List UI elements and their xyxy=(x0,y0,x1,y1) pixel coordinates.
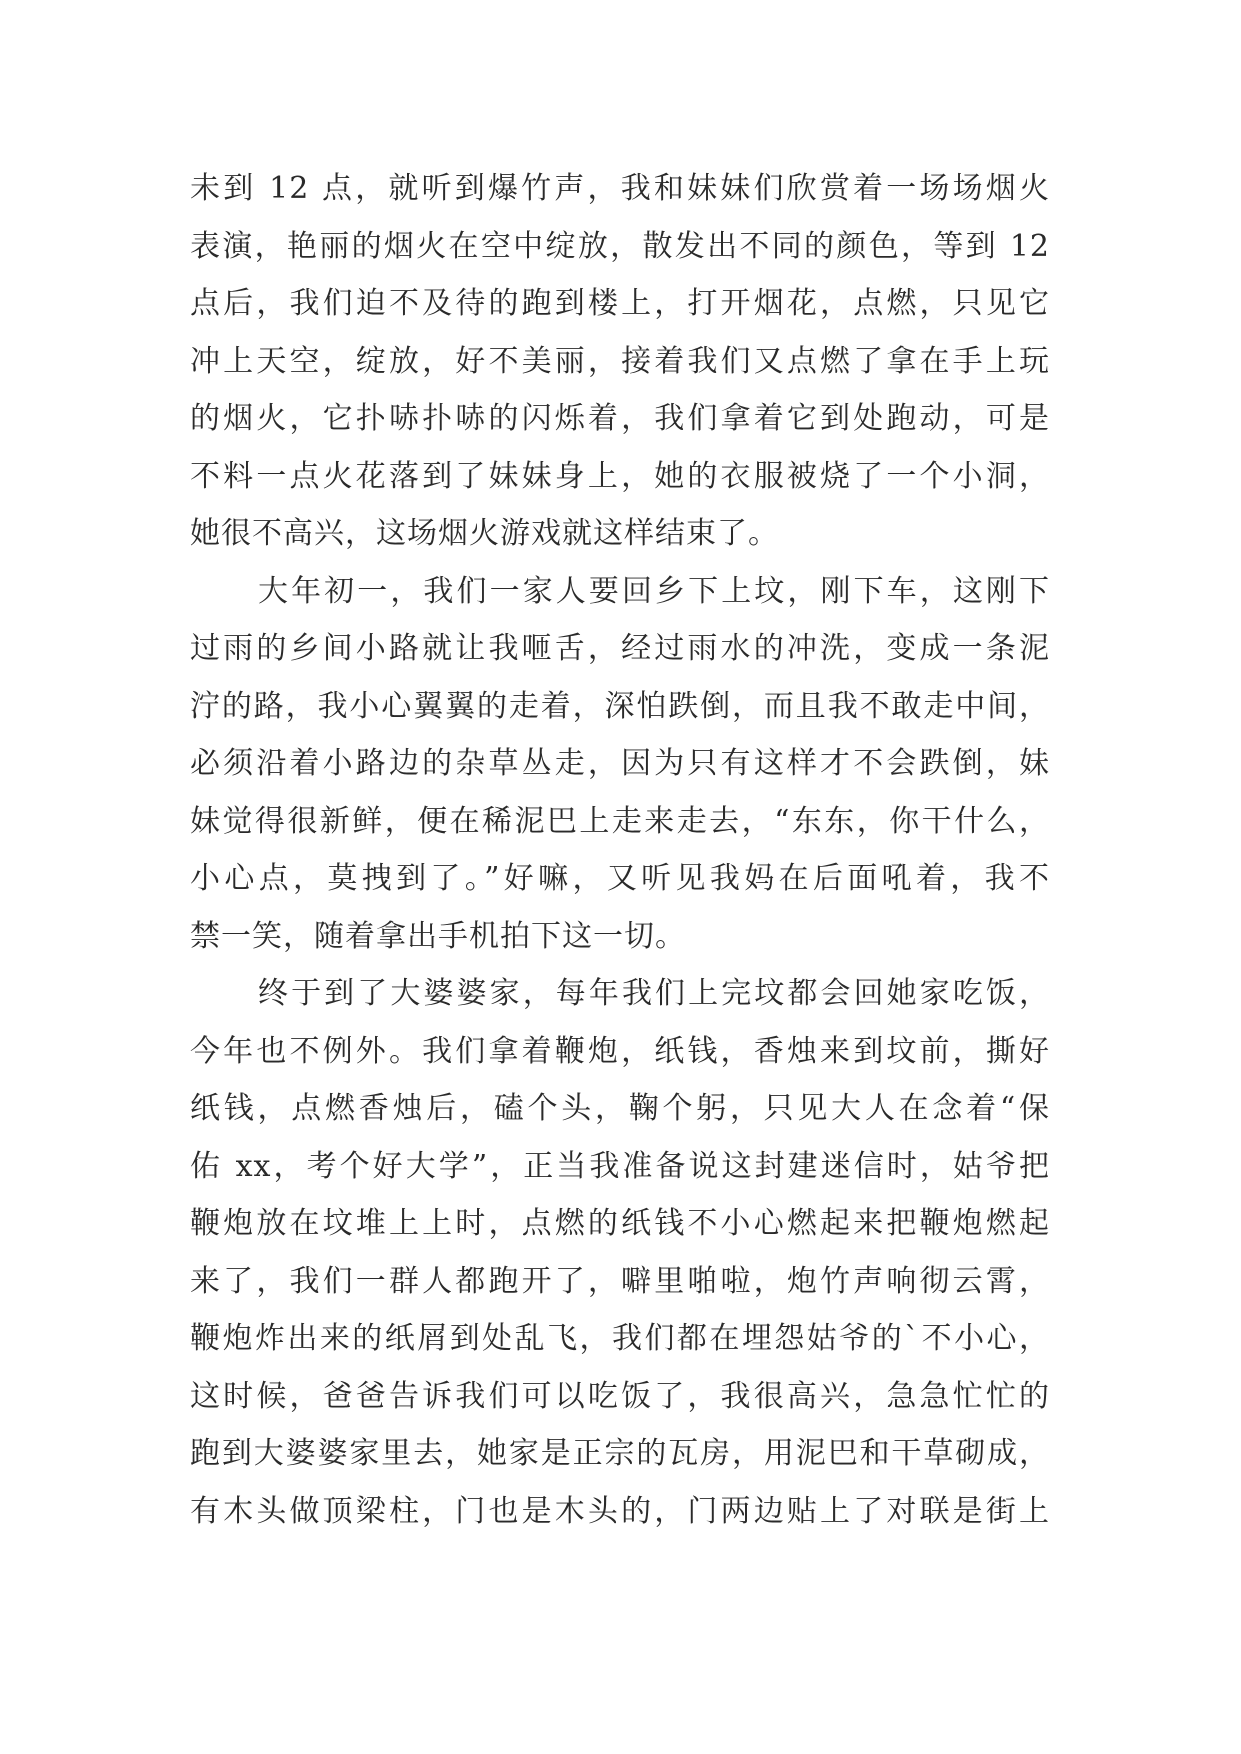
text-line: 跑到大婆婆家里去，她家是正宗的瓦房，用泥巴和干草砌成， xyxy=(190,1436,1050,1471)
text-line: 鞭炮放在坟堆上上时，点燃的纸钱不小心燃起来把鞭炮燃起 xyxy=(190,1206,1050,1241)
text-line: 今年也不例外。我们拿着鞭炮，纸钱，香烛来到坟前，撕好 xyxy=(190,1033,1050,1069)
text-line: 鞭炮炸出来的纸屑到处乱飞，我们都在埋怨姑爷的`不小心， xyxy=(190,1321,1050,1356)
body-text xyxy=(190,160,1050,1540)
text-line: 纸钱，点燃香烛后，磕个头，鞠个躬，只见大人在念着“保 xyxy=(190,1091,1050,1126)
text-line: 点后，我们迫不及待的跑到楼上，打开烟花，点燃，只见它 xyxy=(190,286,1050,321)
text-line: 泞的路，我小心翼翼的走着，深怕跌倒，而且我不敢走中间， xyxy=(190,688,1050,724)
text-line: 这时候，爸爸告诉我们可以吃饭了，我很高兴，急急忙忙的 xyxy=(190,1378,1050,1414)
text-line: 妹觉得很新鲜，便在稀泥巴上走来走去，“东东，你干什么， xyxy=(190,803,1050,839)
text-line: 必须沿着小路边的杂草丛走，因为只有这样才不会跌倒，妹 xyxy=(190,746,1050,781)
text-line: 过雨的乡间小路就让我咂舌，经过雨水的冲洗，变成一条泥 xyxy=(190,631,1050,666)
text-line: 表演，艳丽的烟火在空中绽放，散发出不同的颜色，等到 12 xyxy=(190,228,1050,264)
text-line: 不料一点火花落到了妹妹身上，她的衣服被烧了一个小洞， xyxy=(190,458,1050,494)
text-line: 禁一笑，随着拿出手机拍下这一切。 xyxy=(190,918,686,954)
text-line: 她很不高兴，这场烟火游戏就这样结束了。 xyxy=(190,516,779,551)
text-line: 小心点，莫拽到了。”好嘛，又听见我妈在后面吼着，我不 xyxy=(190,861,1050,896)
text-line: 终于到了大婆婆家，每年我们上完坟都会回她家吃饭， xyxy=(258,976,1050,1011)
text-line: 佑 xx，考个好大学”，正当我准备说这封建迷信时，姑爷把 xyxy=(190,1148,1050,1184)
text-line: 未到 12 点，就听到爆竹声，我和妹妹们欣赏着一场场烟火 xyxy=(190,171,1050,206)
text-line: 冲上天空，绽放，好不美丽，接着我们又点燃了拿在手上玩 xyxy=(190,343,1050,379)
text-line: 来了，我们一群人都跑开了，噼里啪啦，炮竹声响彻云霄， xyxy=(190,1263,1050,1299)
text-line: 的烟火，它扑哧扑哧的闪烁着，我们拿着它到处跑动，可是 xyxy=(190,401,1050,436)
text-line: 大年初一，我们一家人要回乡下上坟，刚下车，这刚下 xyxy=(258,573,1050,609)
text-line: 有木头做顶梁柱，门也是木头的，门两边贴上了对联是街上 xyxy=(190,1493,1050,1529)
